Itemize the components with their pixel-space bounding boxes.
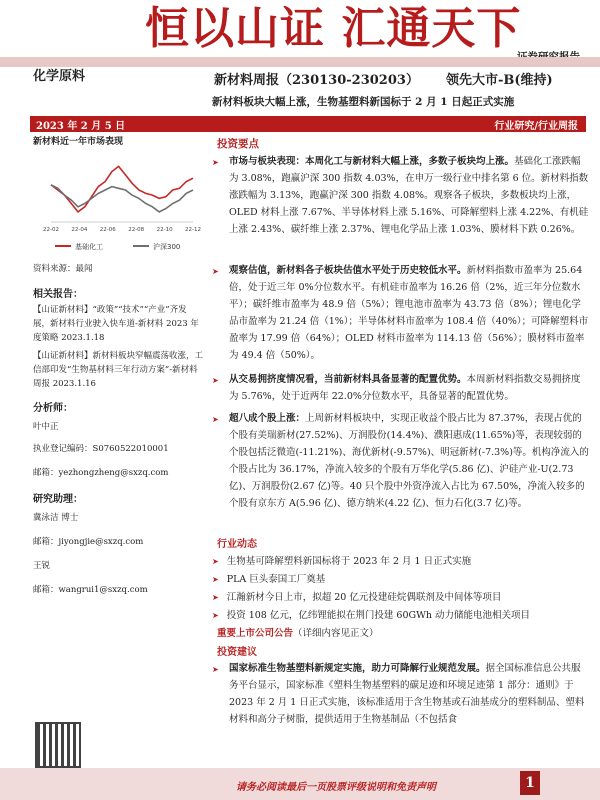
assistant1-name: 冀泳洁 博士 bbox=[33, 513, 79, 523]
advice-title: 投资建议 bbox=[217, 647, 257, 658]
sidebar bbox=[33, 134, 203, 597]
x-tick-label: 22-06 bbox=[99, 227, 116, 233]
disclaimer[interactable]: 请务必阅读最后一页股票评级说明和免责声明 bbox=[236, 782, 436, 793]
invest-points-title: 投资要点 bbox=[217, 138, 259, 150]
related-report-2[interactable]: 【山证新材料】新材料板块窄幅震荡收涨，工信部印发“生物基材料三年行动方案”-新材料周报 2023.1.16 bbox=[33, 351, 204, 389]
bullet-stocks bbox=[212, 410, 590, 512]
bullet-head: 市场与板块表现：本周化工与新材料大幅上涨，多数子板块均上涨。 bbox=[229, 156, 515, 167]
bullet-body: 据全国标准信息公共服务平台显示，国家标准《塑料生物基塑料的碳足迹和环境足迹第 1 部分：通则》于 2023 年 2 月 1 日正式实施，该标准适用于含生物基或石油基成分的塑料制品、塑料材料和高分子树脂，提供适用于生物基制品（不包括食 bbox=[229, 663, 585, 725]
triangle-icon: ➤ bbox=[212, 267, 219, 276]
bullet-advice bbox=[212, 660, 590, 728]
x-tick-label: 22-02 bbox=[43, 227, 59, 233]
related-report-1[interactable]: 【山证新材料】“政策”“技术”“产业”齐发展，新材料行业驶入快车道-新材料 2023 年度策略 2023.1.18 bbox=[33, 305, 199, 343]
news-item-3[interactable] bbox=[212, 589, 501, 606]
bullet-body: 上周新材料板块中，实现正收益个股占比为 87.37%，表现占优的个股有美瑞新材(27.52%)、万润股份(14.4%)、濮阳惠成(11.65%)等，表现较弱的个股包括泛微造(-11.21%)、海优新材(-9.57%)、明冠新材(-7.3%)等。机构净流入的个股占比为 36.17%，净流入较多的个股有万华化学(5.86 亿)、沪硅产业-U(2.73 亿)、万润股份(2.67 亿)等。40 只个股中外资净流入占比为 67.50%，净流入较多的个股有京东方 A(5.96 亿)、德方纳米(4.22 亿)、恒力石化(3.7 亿)等。 bbox=[229, 413, 589, 509]
legend-label-2: 沪深300 bbox=[153, 243, 181, 251]
qr-code bbox=[35, 722, 81, 768]
date-bar bbox=[30, 116, 586, 132]
bullet-head: 超八成个股上涨： bbox=[229, 413, 306, 424]
triangle-icon: ➤ bbox=[212, 415, 219, 424]
market-performance-chart bbox=[33, 150, 201, 258]
news-title: 行业动态 bbox=[217, 539, 257, 550]
report-category: 行业研究/行业周报 bbox=[494, 121, 578, 132]
bullet-head: 国家标准生物基塑料新规定实施，助力可降解行业规范发展。 bbox=[229, 663, 486, 674]
news-text: 江瀚新材今日上市，拟超 20 亿元投建硅烷偶联剂及中间体等项目 bbox=[226, 592, 502, 603]
rating: 领先大市-B(维持) bbox=[446, 73, 553, 88]
legend-label-1: 基础化工 bbox=[75, 243, 103, 251]
bullet-market bbox=[212, 153, 590, 238]
chart-source: 资料来源：最闻 bbox=[33, 264, 93, 274]
assistant2-name: 王锐 bbox=[33, 561, 51, 571]
header-band bbox=[0, 57, 600, 67]
news-text: 投资 108 亿元，亿纬锂能拟在荆门投建 60GWh 动力储能电池相关项目 bbox=[226, 610, 530, 621]
bullet-head: 从交易拥挤度情况看，当前新材料具备显著的配置优势。 bbox=[229, 374, 467, 385]
analyst-email[interactable]: 邮箱：yezhongzheng@sxzq.com bbox=[33, 468, 169, 478]
series-line-2 bbox=[51, 185, 193, 212]
announce-title: 重要上市公司公告 bbox=[217, 628, 294, 639]
logo-text: 恒以山证 汇通天下 bbox=[145, 3, 522, 54]
x-tick-label: 22-10 bbox=[156, 227, 173, 233]
announce-note: （详细内容见正文） bbox=[293, 628, 379, 639]
report-name: 新材料周报（230130-230203） bbox=[214, 73, 419, 88]
triangle-icon: ➤ bbox=[212, 557, 219, 566]
x-tick-label: 22-12 bbox=[185, 227, 201, 233]
triangle-icon: ➤ bbox=[212, 376, 219, 385]
bullet-body: 新材料指数市盈率为 25.64 倍，处于近三年 0%分位数水平。有机硅市盈率为 16.26 倍（2%，近三年分位数水平）；碳纤维市盈率为 48.9 倍（5%）；锂电池市盈率为 43.73 倍（8%）；锂电化学品市盈率为 21.24 倍（1%）；半导体材料市盈率为 108.4 倍（40%）；可降解塑料市盈率为 17.99 倍（64%）；OLED 材料市盈率为 114.13 倍（56%）；膜材料市盈率为 49.4 倍（50%）。 bbox=[229, 265, 589, 361]
assistant-title: 研究助理： bbox=[33, 494, 83, 505]
triangle-icon: ➤ bbox=[212, 665, 219, 674]
bullet-head: 观察估值，新材料各子板块估值水平处于历史较低水平。 bbox=[229, 265, 467, 276]
triangle-icon: ➤ bbox=[212, 575, 219, 584]
analyst-title: 分析师： bbox=[33, 403, 73, 414]
bullet-crowding bbox=[212, 371, 590, 405]
news-item-4[interactable] bbox=[212, 607, 530, 624]
triangle-icon: ➤ bbox=[212, 158, 219, 167]
assistant1-email[interactable]: 邮箱：jiyongjie@sxzq.com bbox=[33, 537, 144, 547]
news-item-1[interactable] bbox=[212, 553, 471, 570]
related-title: 相关报告： bbox=[33, 289, 83, 300]
bullet-valuation bbox=[212, 262, 590, 364]
announcements bbox=[217, 625, 379, 639]
x-tick-label: 22-04 bbox=[71, 227, 88, 233]
news-item-2[interactable] bbox=[212, 571, 325, 588]
triangle-icon: ➤ bbox=[212, 611, 219, 620]
analyst-cert: 执业登记编码：S0760522010001 bbox=[33, 444, 169, 454]
chart-title: 新材料近一年市场表现 bbox=[33, 137, 124, 147]
report-subtitle: 新材料板块大幅上涨，生物基塑料新国标于 2 月 1 日起正式实施 bbox=[212, 96, 515, 108]
news-text: PLA 巨头泰国工厂奠基 bbox=[226, 574, 326, 585]
bullet-body: 本周新材料指数交易拥挤度为 5.76%，处于近两年 22.0%分位数水平，具备显著的配置优势。 bbox=[229, 374, 581, 402]
analyst-name: 叶中正 bbox=[33, 422, 59, 432]
triangle-icon: ➤ bbox=[212, 593, 219, 602]
page-number: 1 bbox=[520, 771, 540, 795]
news-text: 生物基可降解塑料新国标将于 2023 年 2 月 1 日正式实施 bbox=[226, 556, 472, 567]
x-tick-label: 22-08 bbox=[128, 227, 145, 233]
bullet-body: 基础化工涨跌幅为 3.08%，跑赢沪深 300 指数 4.03%，在申万一级行业中排名第 6 位。新材料指数涨跌幅为 3.13%，跑赢沪深 300 指数 4.08%。观察各子板块，多数板块均上涨，OLED 材料上涨 7.67%、半导体材料上涨 5.16%、可降解塑料上涨 4.22%、有机硅上涨 2.43%、碳纤维上涨 2.37%、锂电化学品上涨 1.03%、膜材料下跌 0.26%。 bbox=[229, 156, 589, 235]
report-date: 2023 年 2 月 5 日 bbox=[36, 121, 126, 132]
industry-label: 化学原料 bbox=[33, 69, 86, 84]
assistant2-email[interactable]: 邮箱：wangrui1@sxzq.com bbox=[33, 585, 148, 595]
